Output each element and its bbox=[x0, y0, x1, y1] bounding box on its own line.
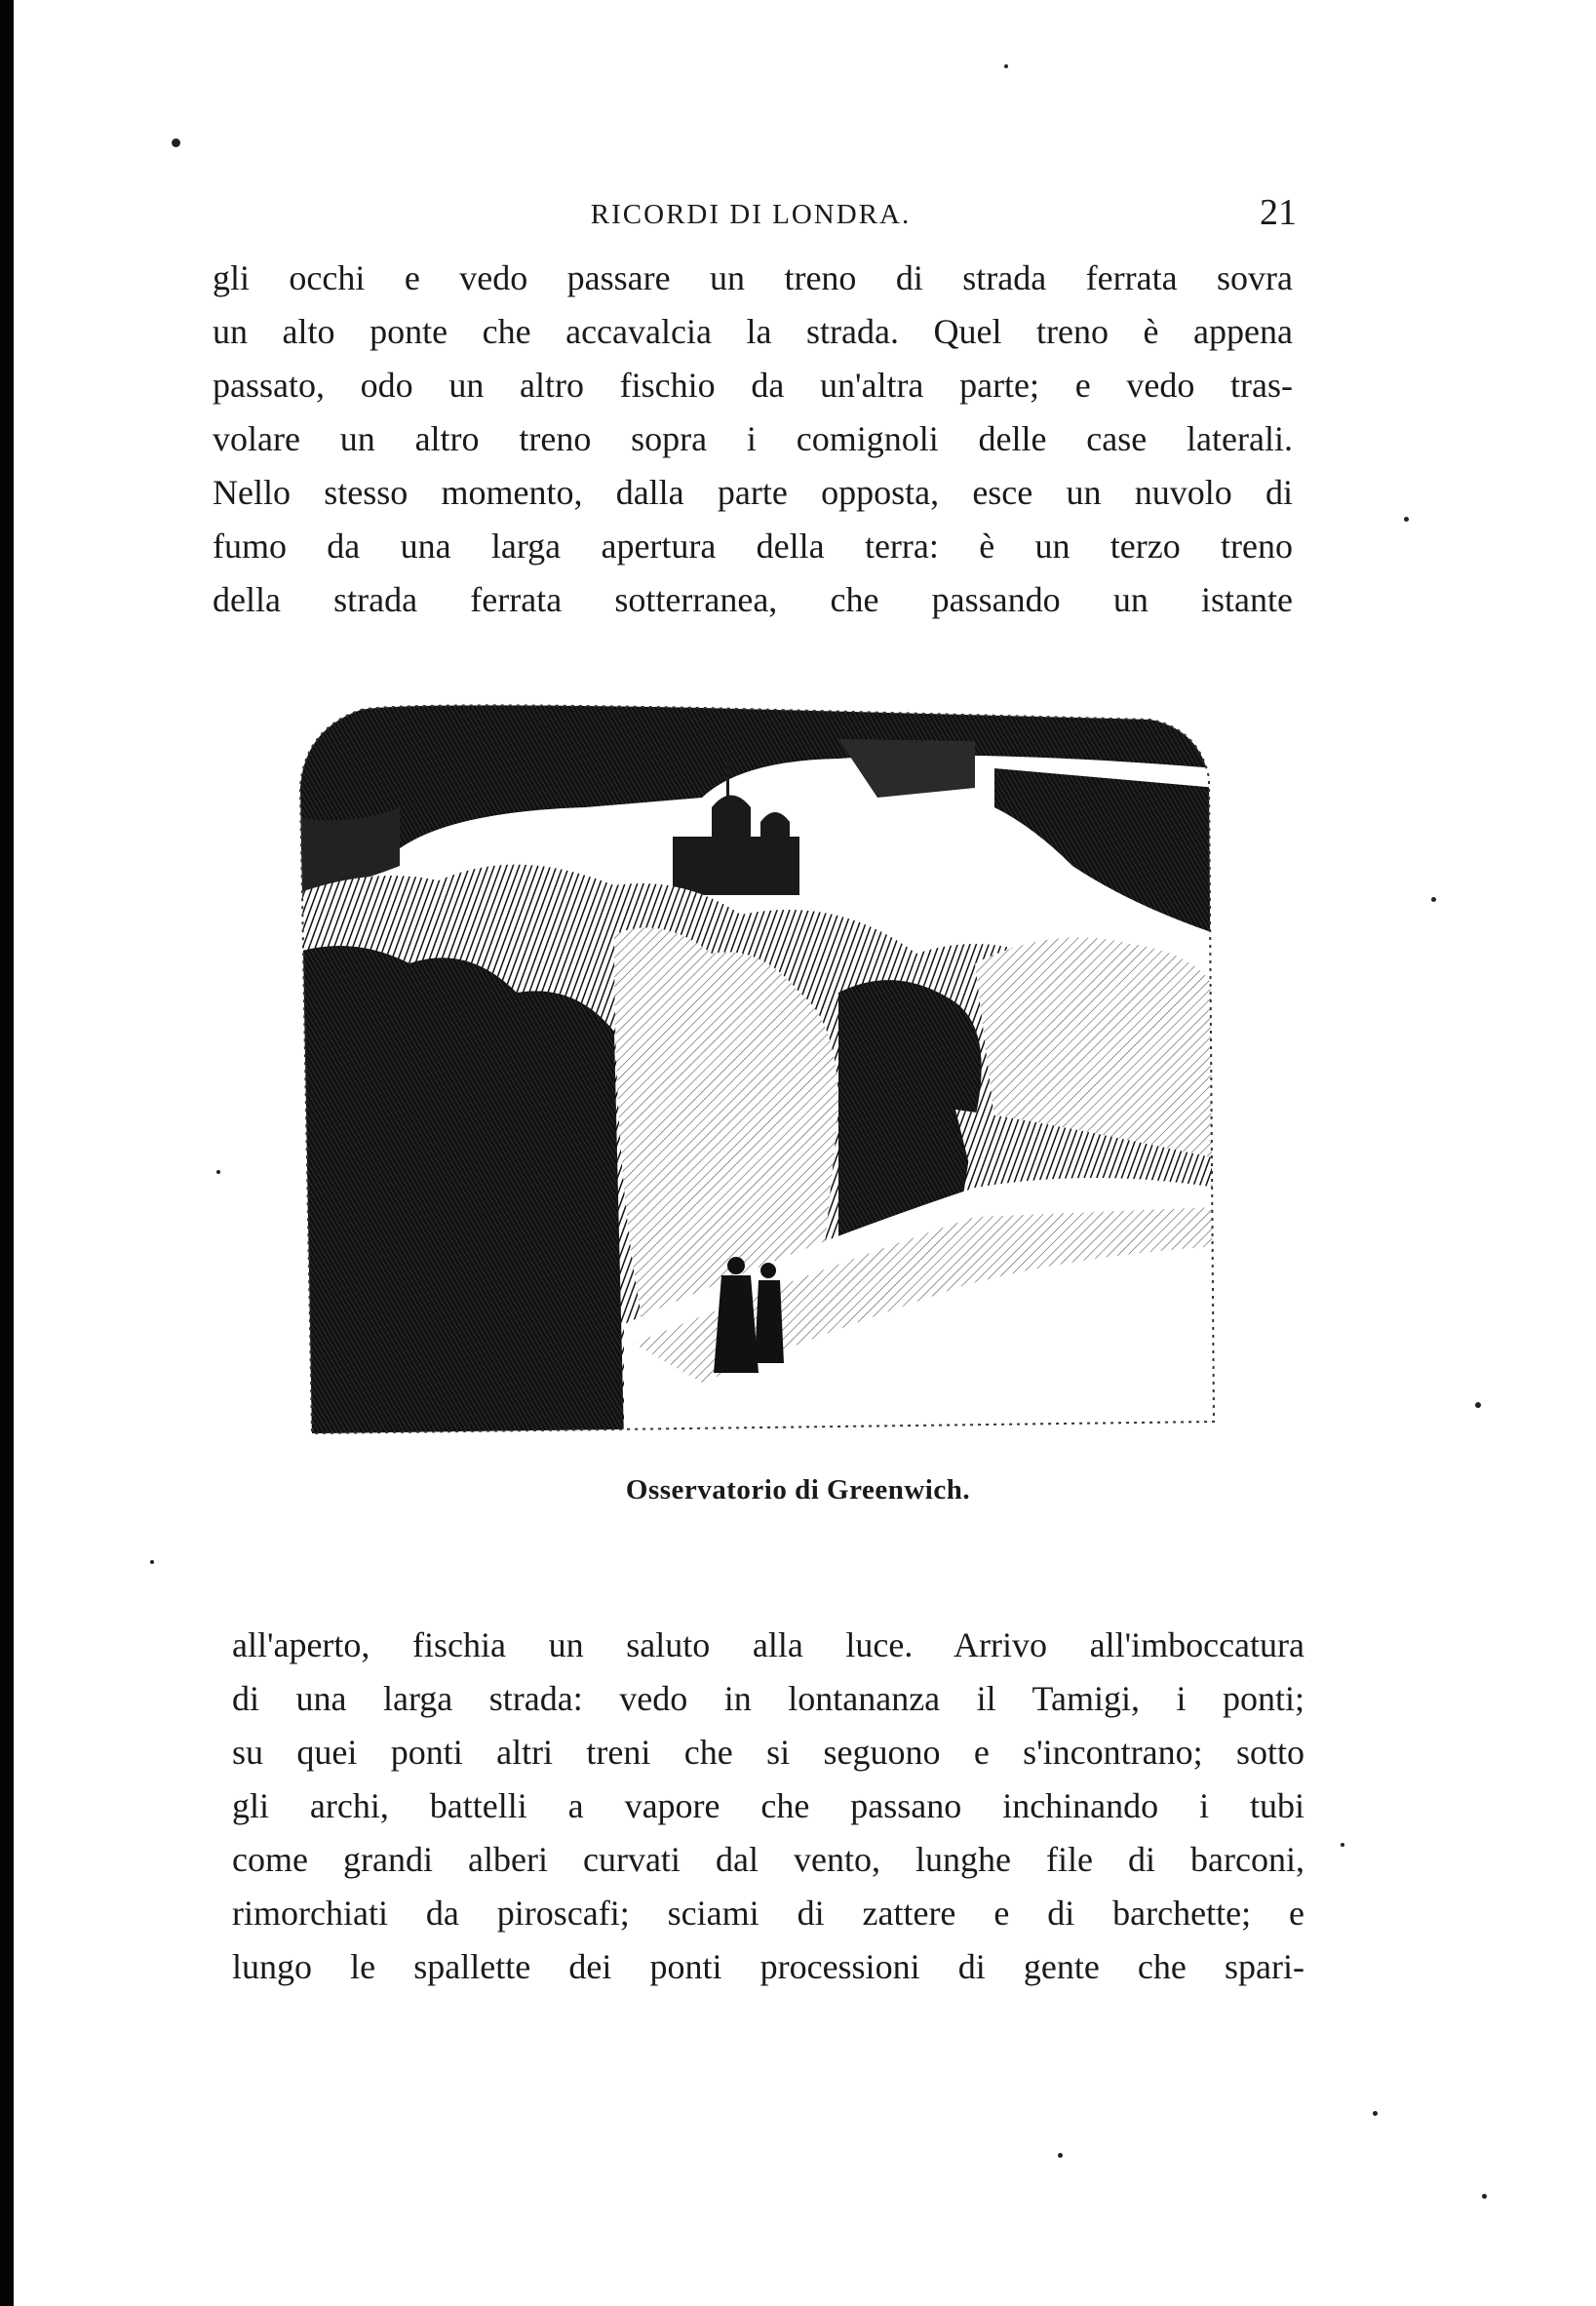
text-line: un alto ponte che accavalcia la strada. Quel treno è appena bbox=[213, 312, 1293, 351]
running-head bbox=[205, 191, 1297, 234]
scan-speck bbox=[1475, 1402, 1481, 1408]
scan-speck bbox=[1373, 2111, 1378, 2116]
text-line: rimorchiati da piroscafi; sciami di zattere e di barchette; e bbox=[232, 1894, 1304, 1933]
text-line: volare un altro treno sopra i comignoli delle case laterali. bbox=[213, 419, 1293, 458]
scan-speck bbox=[1431, 897, 1436, 902]
text-line: di una larga strada: vedo in lontananza il Tamigi, i ponti; bbox=[232, 1679, 1304, 1718]
scan-speck bbox=[1341, 1843, 1344, 1847]
text-line: fumo da una larga apertura della terra: è un terzo treno bbox=[213, 527, 1293, 566]
running-title: RICORDI DI LONDRA. bbox=[590, 199, 912, 230]
paragraph-bottom bbox=[232, 1619, 1304, 1994]
scan-speck bbox=[1004, 64, 1008, 68]
scan-speck bbox=[1404, 517, 1409, 522]
text-line: su quei ponti altri treni che si seguono e s'incontrano; sotto bbox=[232, 1733, 1304, 1772]
text-line: Nello stesso momento, dalla parte opposta, esce un nuvolo di bbox=[213, 473, 1293, 512]
scan-speck bbox=[1058, 2153, 1063, 2158]
scan-speck bbox=[1482, 2194, 1487, 2199]
greenwich-observatory-engraving bbox=[292, 700, 1217, 1439]
scan-speck bbox=[172, 138, 180, 147]
scan-speck bbox=[216, 1170, 220, 1174]
text-line: lungo le spallette dei ponti processioni di gente che spari- bbox=[232, 1947, 1304, 1986]
page-number: 21 bbox=[1260, 192, 1297, 233]
text-line: gli archi, battelli a vapore che passano inchinando i tubi bbox=[232, 1786, 1304, 1825]
text-line: come grandi alberi curvati dal vento, lunghe file di barconi, bbox=[232, 1840, 1304, 1879]
figure-caption: Osservatorio di Greenwich. bbox=[625, 1474, 971, 1505]
paragraph-top bbox=[213, 252, 1293, 627]
text-line: all'aperto, fischia un saluto alla luce. Arrivo all'imboccatura bbox=[232, 1625, 1304, 1664]
scan-left-edge bbox=[0, 0, 14, 2306]
text-line: della strada ferrata sotterranea, che passando un istante bbox=[213, 580, 1293, 619]
text-line: passato, odo un altro fischio da un'altra parte; e vedo tras- bbox=[213, 366, 1293, 405]
scan-speck bbox=[150, 1560, 154, 1564]
text-line: gli occhi e vedo passare un treno di strada ferrata sovra bbox=[213, 258, 1293, 297]
